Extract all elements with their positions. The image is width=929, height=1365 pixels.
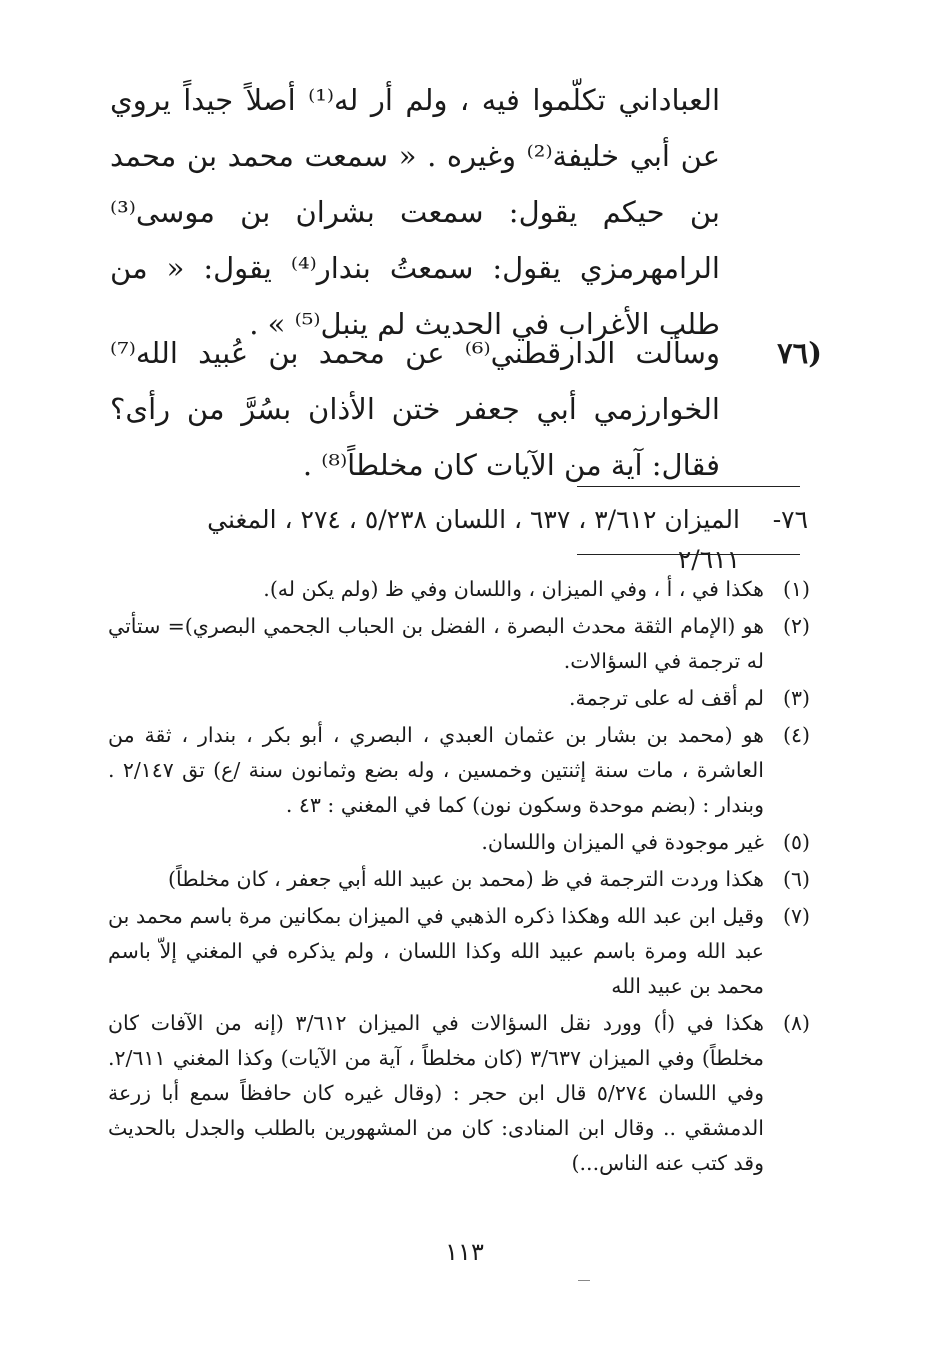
footnote-number: (٦)	[782, 867, 810, 891]
footnote-text: غير موجودة في الميزان واللسان.	[481, 830, 764, 854]
footnote-number: (٣)	[782, 686, 810, 710]
footnote-text: هو (الإمام الثقة محدث البصرة ، الفضل بن الحباب الجحمي البصري)= ستأتي له ترجمة في السؤالات.	[108, 614, 764, 673]
footnote-number: (٢)	[782, 614, 810, 638]
main-paragraph: العباداني تكلّموا فيه ، ولم أر له⁽¹⁾ أصلاً جيداً يروي عن أبي خليفة⁽²⁾ وغيره . « سمعت محمد بن محمد بن حيكم يقول: سمعت بشران بن موسى⁽³⁾ الرامهرمزي يقول: سمعتُ بندار⁽⁴⁾ يقول: « من طلب الأغراب في الحديث لم ينبل⁽⁵⁾ » .	[110, 83, 721, 341]
source-references: الميزان ٣/٦١٢ ، ٦٣٧ ، اللسان ٥/٢٣٨ ، ٢٧٤ ، المغني ٢/٦١١	[207, 505, 740, 574]
footnote	[108, 899, 810, 1004]
source-divider-top	[577, 486, 800, 487]
bottom-mark	[578, 1280, 590, 1281]
footnote	[108, 681, 810, 716]
footnote-text: هكذا في (أ) وورد نقل السؤالات في الميزان ٣/٦١٢ (إنه من الآفات كان مخلطاً) وفي الميزان ٣/٦٣٧ (كان مخلطاً ، آية من الآيات) وكذا المغني ٢/٦١١. وفي اللسان ٥/٢٧٤ قال ابن حجر : (وقال غيره كان حافظاً سمع أبا زرعة الدمشقي .. وقال ابن المنادى: كان من المشهورين بالطلب والجدل بالحديث وقد كتب عنه الناس...)	[108, 1011, 764, 1175]
footnote-text: هو (محمد بن بشار بن عثمان العبدي ، البصري ، أبو بكر ، بندار ، ثقة من العاشرة ، مات سنة إثنتين وخمسين ، وله بضع وثمانون سنة /ع) تق ٢/١٤٧ . وبندار : (بضم موحدة وسكون نون) كما في المغني : ٤٣ .	[108, 723, 764, 817]
footnote	[108, 572, 810, 607]
footnotes	[108, 572, 810, 1183]
footnote-text: هكذا وردت الترجمة في ظ (محمد بن عبيد الله أبي جعفر ، كان مخلطاً)	[167, 867, 764, 891]
entry-number: (٧٦	[777, 336, 822, 370]
entry-text: وسألت الدارقطني⁽⁶⁾ عن محمد بن عُبيد الله⁽⁷⁾ الخوارزمي أبي جعفر ختن الأذان بسُرَّ من رأى؟ فقال: آية من الآيات كان مخلطاً⁽⁸⁾ .	[110, 336, 720, 482]
footnote	[108, 825, 810, 860]
footnote-number: (٧)	[782, 904, 810, 928]
footnote-text: لم أقف له على ترجمة.	[568, 686, 764, 710]
footnote	[108, 609, 810, 679]
footnote	[108, 718, 810, 823]
footnote	[108, 862, 810, 897]
footnote-number: (٥)	[782, 830, 810, 854]
footnote-number: (٨)	[782, 1011, 810, 1035]
footnote-text: هكذا في ، أ ، وفي الميزان ، واللسان وفي ظ (ولم يكن له).	[263, 577, 764, 601]
page-number: ١١٣	[445, 1238, 484, 1266]
source-entry-number: ٧٦-	[772, 505, 808, 534]
footnote-number: (٤)	[782, 723, 810, 747]
source-divider-bottom	[577, 554, 800, 555]
footnote-text: وقيل ابن عبد الله وهكذا ذكره الذهبي في الميزان بمكانين مرة باسم محمد بن عبد الله ومرة باسم عبيد الله وكذا اللسان ، ولم يذكره في المغني إلاّ باسم محمد بن عبيد الله	[108, 904, 764, 998]
footnote-number: (١)	[782, 577, 810, 601]
footnote	[108, 1006, 810, 1181]
